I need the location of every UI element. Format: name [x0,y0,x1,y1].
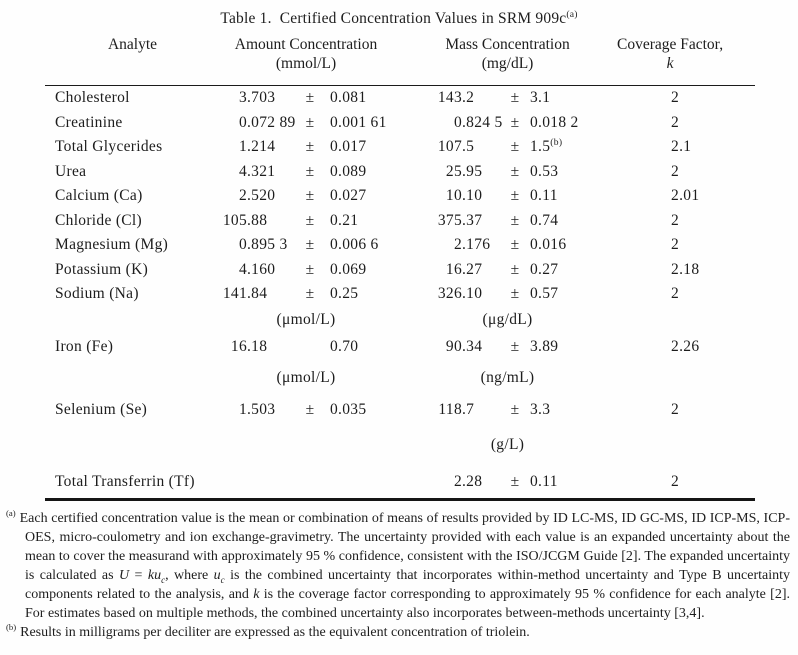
amount-pm-sign [302,466,318,500]
footnote-text: Results in milligrams per deciliter are expressed as the equivalent concentration of triolein. [20,624,530,640]
amount-value-frac: .88 [247,211,268,229]
amount-value-frac: .503 [247,400,276,418]
amount-value-int [220,466,247,500]
table-row [45,233,755,258]
table-row [45,86,755,111]
coverage-k-cell [585,307,755,334]
mass-uncertainty: 1.5$^{(b)}$ [530,137,563,156]
mass-value-frac: .176 [462,236,491,254]
mass-pm-sign: ± [510,211,520,229]
spacer-cell [392,160,430,185]
spacer-cell [392,424,430,466]
analyte-cell: Magnesium (Mg) [55,236,169,254]
mass-pm-sign: ± [510,285,520,303]
mass-uncertainty: 0.57 [530,285,559,303]
coverage-k-cell: 2 [671,285,680,303]
mass-value-frac: .5 [462,138,475,156]
mass-uncertainty: 0.11 [530,472,558,490]
mass-pm-sign: ± [510,162,520,180]
table-row [45,334,755,360]
coverage-k-cell [585,360,755,396]
mass-value-int: 25 [445,162,462,180]
mass-value-int: 118 [438,400,462,418]
spacer-cell [392,282,430,307]
spacer-cell [392,184,430,209]
analyte-cell: Calcium (Ca) [55,187,143,205]
analyte-cell [45,307,220,334]
amount-uncertainty: 0.017 [330,138,367,156]
coverage-k-cell: 2.1 [671,138,692,156]
mass-pm-sign: ± [510,236,520,254]
mass-pm-sign: ± [510,472,520,490]
amount-value-frac: .160 [247,260,276,278]
mass-pm-sign: ± [510,89,520,107]
spacer-cell [392,233,430,258]
amount-pm-sign: ± [305,400,315,418]
amount-unit-label: (μmol/L) [276,311,336,328]
table-row [45,209,755,234]
mass-value-frac: .28 [462,472,483,490]
coverage-k-cell: 2 [671,162,680,180]
coverage-k-cell: 2 [671,89,680,107]
amount-uncertainty: 0.069 [330,260,367,278]
amount-uncertainty: 0.21 [330,211,359,229]
footnotes [6,509,790,642]
mass-uncertainty: 0.74 [530,211,559,229]
col-header-amount-unit: (mmol/L) [275,55,337,72]
spacer-cell [392,209,430,234]
amount-value-int: 0 [238,113,247,131]
mass-pm-sign: ± [510,337,520,355]
amount-value-int: 1 [238,138,247,156]
table-row [45,160,755,185]
coverage-k-cell: 2.18 [671,260,700,278]
coverage-k-cell: 2 [671,400,680,418]
amount-value-int: 16 [230,337,247,355]
table-row [45,111,755,136]
spacer-cell [392,466,430,500]
mass-uncertainty: 0.27 [530,260,559,278]
mass-unit-label: (g/L) [490,435,525,453]
mass-value-frac: .7 [462,400,475,418]
mass-uncertainty: 3.3 [530,400,551,418]
spacer-cell [392,396,430,424]
footnote [6,509,790,623]
amount-pm-sign: ± [305,211,315,229]
amount-value-int: 141 [222,285,247,303]
amount-value-frac: .520 [247,187,276,205]
analyte-cell: Urea [55,162,87,180]
analyte-cell: Total Transferrin (Tf) [55,472,195,490]
analyte-cell: Cholesterol [55,89,130,107]
amount-pm-sign: ± [305,285,315,303]
amount-uncertainty: 0.035 [330,400,367,418]
footnote-b-marker: (b) [550,137,563,149]
col-header-k: k [666,55,674,72]
mass-unit-label: (ng/mL) [480,368,535,386]
mass-uncertainty: 0.016 [530,236,567,254]
mass-uncertainty: 0.018 2 [530,113,579,131]
units-row [45,424,755,466]
amount-value-int: 4 [238,260,247,278]
coverage-k-cell: 2 [671,113,680,131]
table-row [45,184,755,209]
amount-pm-sign: ± [305,236,315,254]
amount-value-frac: .321 [247,162,276,180]
mass-value-int: 375 [437,211,462,229]
mass-pm-sign: ± [510,138,520,156]
spacer-cell [392,360,430,396]
mass-value-frac: .10 [462,187,483,205]
mass-value-frac: .27 [462,260,483,278]
table-title-footnote-marker: (a) [566,8,578,20]
mass-value-frac: .37 [462,211,483,229]
amount-value-frac: .895 3 [247,236,288,254]
mass-pm-sign: ± [510,113,520,131]
amount-value-frac: .84 [247,285,268,303]
coverage-k-cell: 2 [671,236,680,254]
amount-value-frac: .214 [247,138,276,156]
amount-uncertainty: 0.70 [330,337,359,355]
header-spacer [392,34,430,86]
col-header-mass-unit: (mg/dL) [481,55,534,72]
amount-value-frac [247,466,302,500]
amount-value-int: 0 [238,236,247,254]
spacer-cell [392,111,430,136]
amount-pm-sign: ± [305,187,315,205]
mass-value-frac: .34 [462,337,483,355]
analyte-cell [45,360,220,396]
mass-uncertainty: 3.89 [530,337,559,355]
amount-uncertainty [318,466,392,500]
spacer-cell [392,334,430,360]
mass-value-int: 0 [453,113,462,131]
spacer-cell [392,135,430,160]
units-row [45,360,755,396]
spacer-cell [392,86,430,111]
table-title-text: Certified Concentration Values in SRM 909c [279,10,567,27]
coverage-k-cell: 2.01 [671,187,700,205]
table-row [45,282,755,307]
spacer-cell [392,307,430,334]
mass-value-int: 326 [437,285,462,303]
amount-unit-label: (μmol/L) [276,368,336,386]
amount-uncertainty: 0.001 61 [330,113,387,131]
mass-value-frac: .2 [462,89,475,107]
spacer-cell [392,258,430,283]
amount-uncertainty: 0.006 6 [330,236,379,254]
table-number: Table 1. [220,10,272,27]
table-body [45,86,755,500]
table-header [45,34,755,86]
amount-value-frac: .072 89 [247,113,296,131]
table-row [45,396,755,424]
table-row [45,466,755,500]
mass-value-frac: .95 [462,162,483,180]
amount-value-int: 105 [222,211,247,229]
units-row [45,307,755,334]
header-row-1 [45,34,755,54]
col-header-mass: Mass Concentration [445,36,570,53]
amount-pm-sign: ± [305,113,315,131]
amount-value-int: 1 [238,400,247,418]
table-row [45,258,755,283]
mass-value-int: 2 [453,236,462,254]
analyte-cell [45,424,220,466]
footnote-marker: (a) [6,507,16,518]
analyte-cell: Selenium (Se) [55,400,148,418]
col-header-amount: Amount Concentration [234,36,378,53]
amount-value-int: 4 [238,162,247,180]
amount-value-frac: .703 [247,89,276,107]
amount-value-int: 3 [238,89,247,107]
amount-pm-sign: ± [305,260,315,278]
amount-uncertainty: 0.25 [330,285,359,303]
mass-uncertainty: 0.53 [530,162,559,180]
mass-value-frac: .824 5 [462,113,503,131]
concentration-table [45,34,755,501]
analyte-cell: Iron (Fe) [55,337,114,355]
footnote [6,623,790,642]
coverage-k-cell: 2 [671,472,680,490]
coverage-k-cell: 2.26 [671,337,700,355]
amount-uncertainty: 0.027 [330,187,367,205]
analyte-cell: Total Glycerides [55,138,163,156]
amount-value-frac: .18 [247,337,268,355]
amount-pm-sign: ± [305,138,315,156]
mass-uncertainty: 3.1 [530,89,551,107]
amount-uncertainty: 0.081 [330,89,367,107]
coverage-k-cell: 2 [671,211,680,229]
table-row [45,135,755,160]
mass-unit-label: (μg/dL) [482,311,533,328]
analyte-cell: Creatinine [55,113,123,131]
mass-value-int: 107 [437,138,462,156]
mass-value-int: 2 [453,472,462,490]
amount-pm-sign: ± [305,162,315,180]
amount-value-int: 2 [238,187,247,205]
mass-pm-sign: ± [510,260,520,278]
amount-unit-label [220,424,392,466]
amount-uncertainty: 0.089 [330,162,367,180]
table-title [0,10,798,28]
mass-pm-sign: ± [510,187,520,205]
mass-value-int: 16 [445,260,462,278]
col-header-coverage: Coverage Factor, [616,36,724,53]
mass-pm-sign: ± [510,400,520,418]
analyte-cell: Sodium (Na) [55,285,139,303]
amount-pm-sign: ± [305,89,315,107]
analyte-cell: Potassium (K) [55,260,149,278]
mass-value-frac: .10 [462,285,483,303]
mass-value-int: 10 [445,187,462,205]
amount-pm-sign [302,334,318,360]
mass-uncertainty: 0.11 [530,187,558,205]
mass-value-int: 143 [437,89,462,107]
analyte-cell: Chloride (Cl) [55,211,142,229]
mass-value-int: 90 [445,337,462,355]
footnote-marker: (b) [6,621,17,632]
col-header-analyte: Analyte [107,36,158,53]
coverage-k-cell [585,424,755,466]
footnote-text: Each certified concentration value is the mean or combination of means of results provided by ID LC-MS, ID GC-MS, ID ICP-MS, ICP-OES, micro-coulometry and ion exchange-gravimetry. The uncertainty provided with each value is an expanded uncertainty about the mean to cover the measurand with approximately 95 % confidence, consistent with the ISO/JCGM Guide [2]. The expanded uncertainty is calculated as $U = ku_c$, where $u_c$ is the combined uncertainty that incorporates within-method uncertainty and Type B uncertainty components related to the analysis, and k is the coverage factor corresponding to approximately 95 % confidence for each analyte [2]. For estimates based on multiple methods, the combined uncertainty also incorporates between-methods uncertainty [3,4]. [19,510,790,621]
